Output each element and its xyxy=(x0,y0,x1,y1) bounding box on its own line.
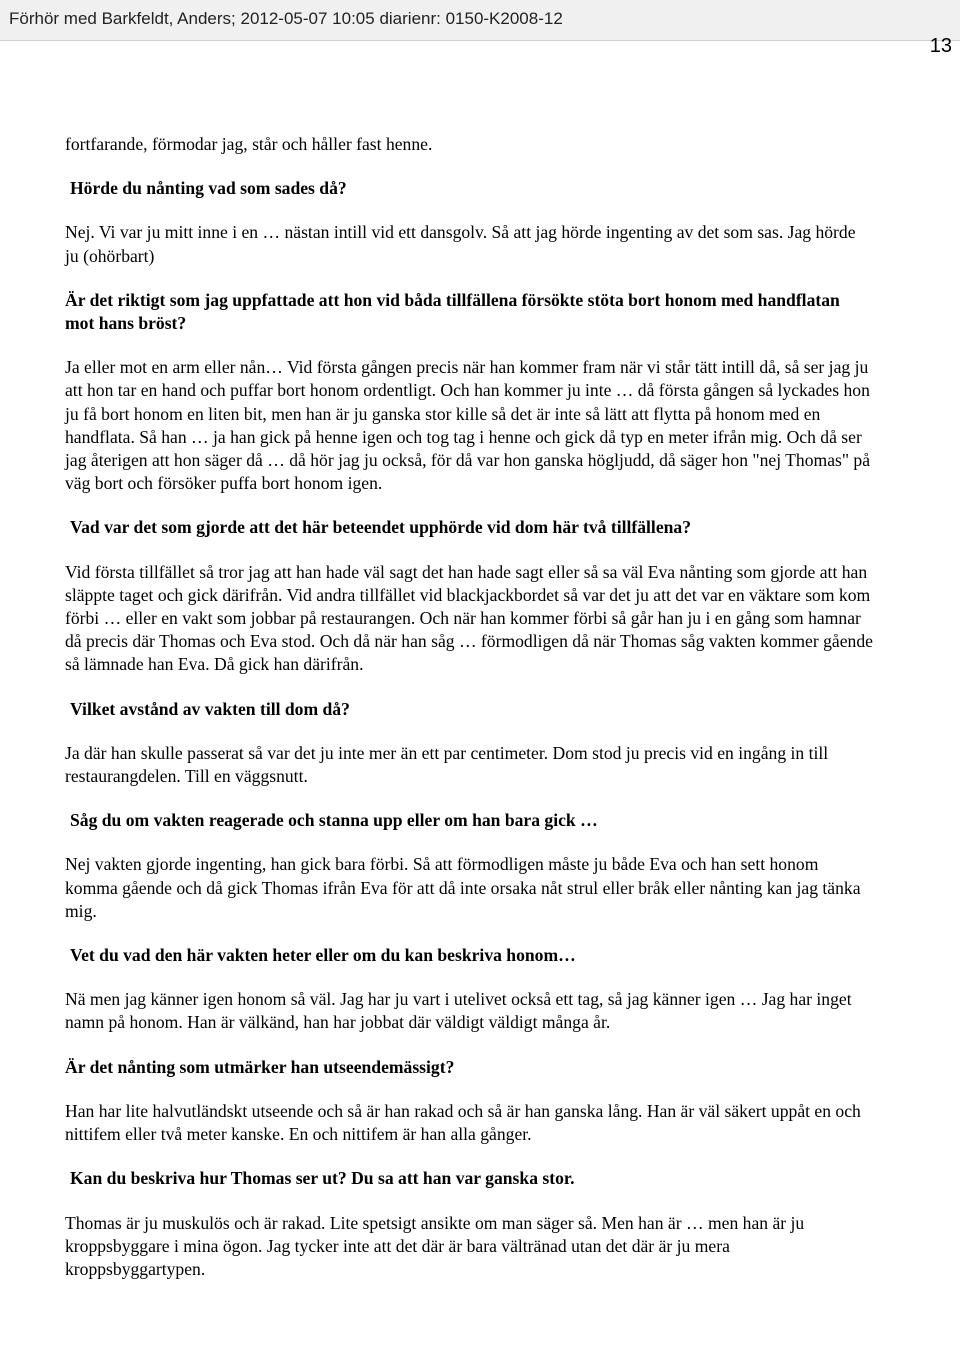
question-paragraph: Såg du om vakten reagerade och stanna upp eller om han bara gick … xyxy=(70,810,598,831)
transcript-body xyxy=(65,133,873,1302)
answer-paragraph: Thomas är ju muskulös och är rakad. Lite spetsigt ansikte om man säger så. Men han är … men han är ju kroppsbyggare i mina ögon. Jag tycker inte att det där är bara vältränad utan det där är ju mera kroppsbyggartypen. xyxy=(65,1212,805,1279)
question-paragraph: Är det nånting som utmärker han utseendemässigt? xyxy=(65,1056,455,1077)
answer-paragraph: Ja eller mot en arm eller nån… Vid första gången precis när han kommer fram när vi står tätt intill då, så ser jag ju att hon tar en hand och puffar bort honom ordentligt. Och han kommer ju inte … då första gången så lyckades hon ju få bort honom en liten bit, men han är ju ganska stor kille så det är inte så lätt att flytta på honom med en handflata. Så han … ja han gick på henne igen och tog tag i henne och gick då typ en meter ifrån mig. Och då ser jag återigen att hon säger då … då hör jag ju också, för då var hon ganska högljudd, då säger hon "nej Thomas" på väg bort och försöker puffa bort honom igen. xyxy=(65,357,871,494)
question-paragraph: Är det riktigt som jag uppfattade att hon vid båda tillfällena försökte stöta bort honom med handflatan mot hans bröst? xyxy=(65,289,840,334)
page-number: 13 xyxy=(929,35,952,57)
question-paragraph: Kan du beskriva hur Thomas ser ut? Du sa att han var ganska stor. xyxy=(70,1168,575,1189)
answer-paragraph: Nej vakten gjorde ingenting, han gick bara förbi. Så att förmodligen måste ju både Eva och han sett honom komma gående och då gick Thomas ifrån Eva för att då inte orsaka nåt strul eller bråk eller nånting kan jag tänka mig. xyxy=(65,854,861,921)
answer-paragraph: fortfarande, förmodar jag, står och håller fast henne. xyxy=(65,134,433,154)
answer-paragraph: Nä men jag känner igen honom så väl. Jag har ju vart i utelivet också ett tag, så jag känner igen … Jag har inget namn på honom. Han är välkänd, han har jobbat där väldigt väldigt många år. xyxy=(65,989,852,1033)
header-title: Förhör med Barkfeldt, Anders; 2012-05-07 10:05 diarienr: 0150-K2008-12 xyxy=(9,9,563,28)
question-paragraph: Hörde du nånting vad som sades då? xyxy=(70,178,347,199)
question-paragraph: Vet du vad den här vakten heter eller om du kan beskriva honom… xyxy=(70,945,576,966)
answer-paragraph: Nej. Vi var ju mitt inne i en … nästan intill vid ett dansgolv. Så att jag hörde ingenting av det som sas. Jag hörde ju (ohörbart) xyxy=(65,222,856,266)
document-header xyxy=(0,0,960,41)
question-paragraph: Vilket avstånd av vakten till dom då? xyxy=(70,698,350,719)
answer-paragraph: Han har lite halvutländskt utseende och så är han rakad och så är han ganska lång. Han är väl säkert uppåt en och nittifem eller två meter kanske. En och nittifem är han alla gånger. xyxy=(65,1100,861,1145)
answer-paragraph: Vid första tillfället så tror jag att han hade väl sagt det han hade sagt eller så sa väl Eva nånting som gjorde att han släppte taget och gick därifrån. Vid andra tillfället vid blackjackbordet så var det ju att det var en väktare som kom förbi … eller en vakt som jobbar på restaurangen. Och när han kommer förbi så går han ju i en gång som hamnar då precis där Thomas och Eva stod. Och då när han såg … förmodligen då när Thomas såg vakten kommer gående så lämnade han Eva. Då gick han därifrån. xyxy=(65,561,873,675)
question-paragraph: Vad var det som gjorde att det här beteendet upphörde vid dom här två tillfällena? xyxy=(70,517,692,538)
answer-paragraph: Ja där han skulle passerat så var det ju inte mer än ett par centimeter. Dom stod ju precis vid en ingång in till restaurangdelen. Till en väggsnutt. xyxy=(65,742,829,787)
